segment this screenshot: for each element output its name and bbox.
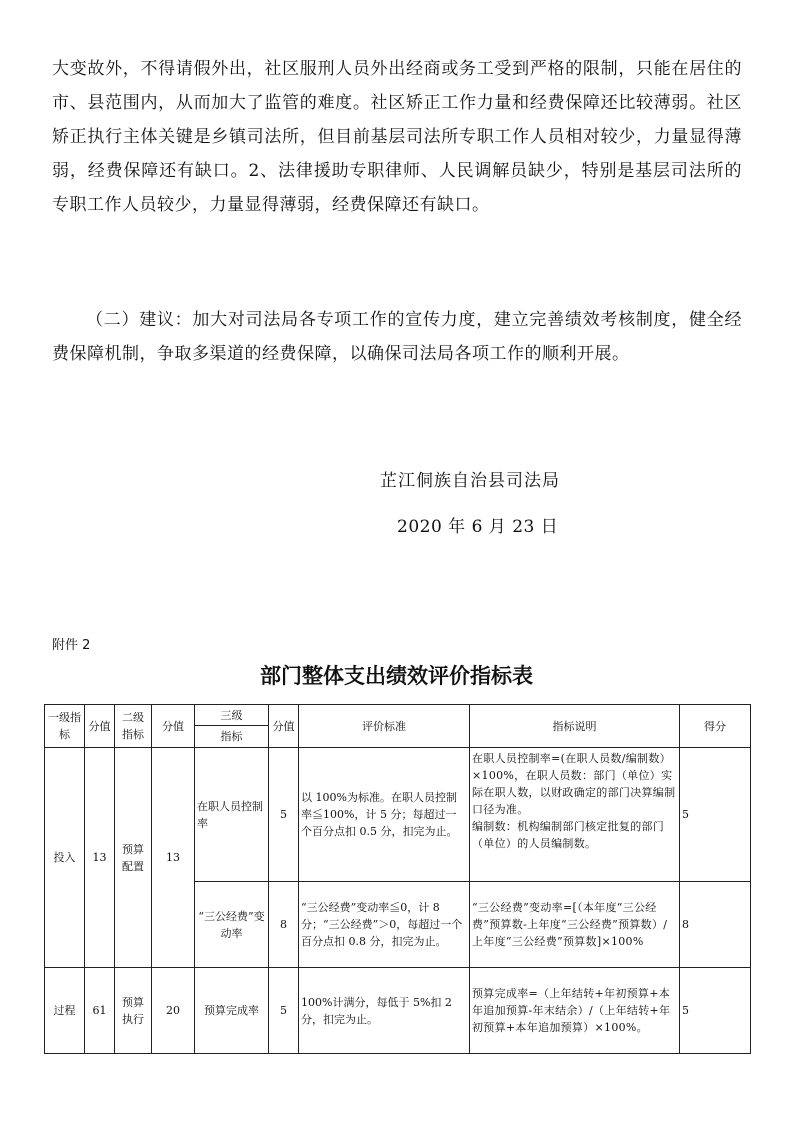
cell-level2: 预算配置 <box>115 748 152 968</box>
signature-date: 2020 年 6 月 23 日 <box>397 517 559 537</box>
cell-score1: 61 <box>85 968 115 1054</box>
cell-explain-part1: 在职人员控制率=(在职人员数/编制数）×100%，在职人员数：部门（单位）实际在职人数，以财政确定的部门决算编制口径为准。 <box>472 752 676 816</box>
cell-criteria: “三公经费”变动率≦0，计 8 分；“三公经费”＞0，每超过一个百分点扣 0.8 分，扣完为止。 <box>299 882 470 968</box>
header-level3-bottom: 指标 <box>195 726 269 748</box>
cell-explain-part2: 编制数：机构编制部门核定批复的部门（单位）的人员编制数。 <box>472 820 665 850</box>
table-row <box>45 968 751 1054</box>
cell-score3: 5 <box>269 968 299 1054</box>
table-row <box>45 748 751 882</box>
cell-result: 8 <box>680 882 751 968</box>
cell-level1: 投入 <box>45 748 85 968</box>
cell-level3: 在职人员控制率 <box>195 748 269 882</box>
cell-criteria: 100%计满分，每低于 5%扣 2 分，扣完为止。 <box>299 968 470 1054</box>
cell-score2: 13 <box>152 748 195 968</box>
cell-score3: 5 <box>269 748 299 882</box>
cell-explain <box>470 748 680 882</box>
body-paragraph-2: （二）建议：加大对司法局各专项工作的宣传力度，建立完善绩效考核制度，健全经费保障机制，争取多渠道的经费保障，以确保司法局各项工作的顺利开展。 <box>52 310 742 364</box>
cell-level2: 预算执行 <box>115 968 152 1054</box>
header-score3: 分值 <box>269 705 299 748</box>
header-level1: 一级指标 <box>45 705 85 748</box>
cell-level3: 预算完成率 <box>195 968 269 1054</box>
header-result: 得分 <box>680 705 751 748</box>
cell-result: 5 <box>680 968 751 1054</box>
signature-organization: 芷江侗族自治县司法局 <box>380 471 560 491</box>
cell-criteria: 以 100%为标准。在职人员控制率≦100%，计 5 分；每超过一个百分点扣 0.5 分，扣完为止。 <box>299 748 470 882</box>
cell-score2: 20 <box>152 968 195 1054</box>
body-paragraph-1: 大变故外，不得请假外出，社区服刑人员外出经商或务工受到严格的限制，只能在居住的市、县范围内，从而加大了监管的难度。社区矫正工作力量和经费保障还比较薄弱。社区矫正执行主体关键是乡镇司法所，但目前基层司法所专职工作人员相对较少，力量显得薄弱，经费保障还有缺口。2、法律援助专职律师、人民调解员缺少，特别是基层司法所的专职工作人员较少，力量显得薄弱，经费保障还有缺口。 <box>52 59 742 215</box>
performance-indicator-table <box>44 704 751 1054</box>
header-explain: 指标说明 <box>470 705 680 748</box>
cell-score1: 13 <box>85 748 115 968</box>
header-level2: 二级指标 <box>115 705 152 748</box>
cell-result: 5 <box>680 748 751 882</box>
cell-level1: 过程 <box>45 968 85 1054</box>
table-title: 部门整体支出绩效评价指标表 <box>260 664 533 688</box>
cell-explain: “三公经费”变动率=[（本年度“三公经费”预算数-上年度“三公经费”预算数）/上年度“三公经费”预算数]×100% <box>470 882 680 968</box>
attachment-label: 附件 2 <box>52 638 91 653</box>
cell-level3: “三公经费”变动率 <box>195 882 269 968</box>
header-score1: 分值 <box>85 705 115 748</box>
header-score2: 分值 <box>152 705 195 748</box>
table-header-row <box>45 705 751 726</box>
header-criteria: 评价标准 <box>299 705 470 748</box>
cell-score3: 8 <box>269 882 299 968</box>
cell-explain: 预算完成率=（上年结转+年初预算+本年追加预算-年末结余）/（上年结转+年初预算+本年追加预算）×100%。 <box>470 968 680 1054</box>
header-level3-top: 三级 <box>195 705 269 726</box>
